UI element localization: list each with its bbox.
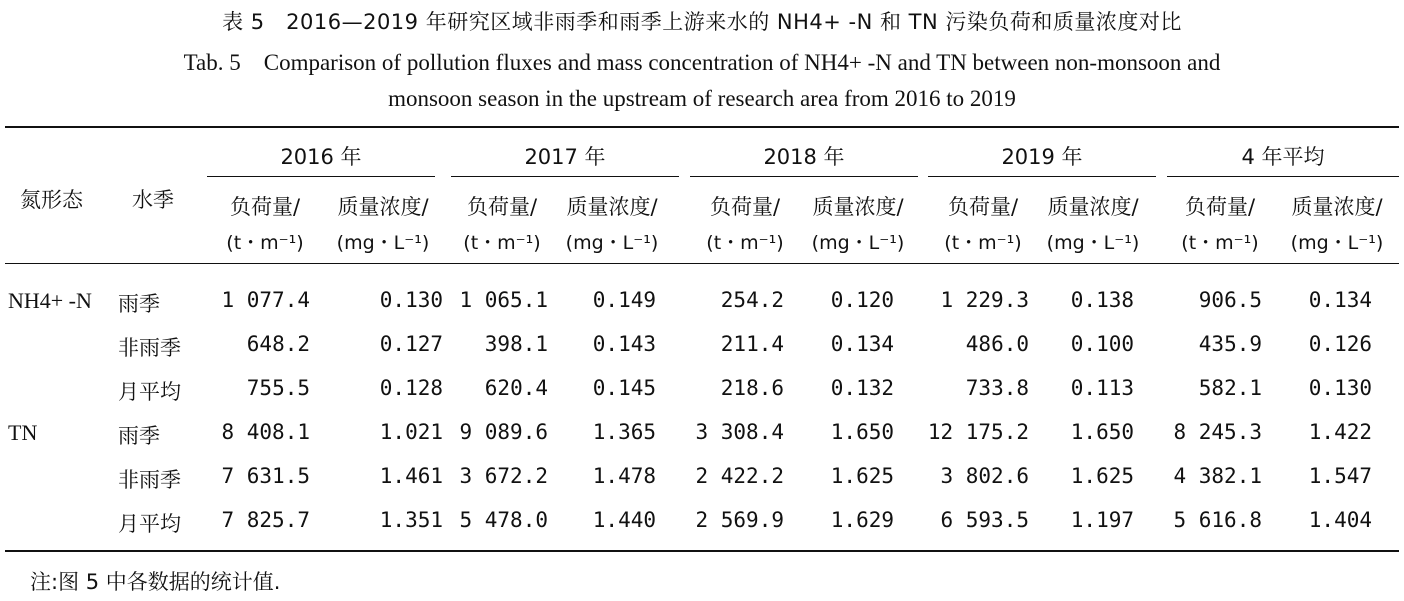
row-season: 月平均 <box>118 512 181 536</box>
cell-conc-value: 0.134 <box>830 332 894 356</box>
cell-conc-value: 1.478 <box>592 464 656 488</box>
cell-conc-value: 0.132 <box>830 376 894 400</box>
cell-conc-value: 1.365 <box>592 420 656 444</box>
cell-load-value: 1 077.4 <box>221 288 310 312</box>
cell-conc-value: 1.422 <box>1308 420 1372 444</box>
bottom-rule <box>5 550 1399 552</box>
cell-load-value: 906.5 <box>1198 288 1262 312</box>
header-group-2019: 2019 年 <box>1001 145 1083 169</box>
cell-conc-value: 1.625 <box>1070 464 1134 488</box>
subheader-conc-label: 质量浓度/ <box>1047 195 1139 219</box>
cell-conc-value: 1.461 <box>379 464 443 488</box>
cell-load-value: 6 593.5 <box>940 508 1029 532</box>
cell-conc-value: 0.100 <box>1070 332 1134 356</box>
cell-conc-value: 0.149 <box>592 288 656 312</box>
cell-conc-value: 1.650 <box>830 420 894 444</box>
cell-load-value: 648.2 <box>246 332 310 356</box>
cell-conc-value: 1.547 <box>1308 464 1372 488</box>
subheader-load-unit: (t・m⁻¹) <box>706 232 784 254</box>
subheader-conc-unit: (mg・L⁻¹) <box>1046 232 1140 254</box>
subheader-conc-unit: (mg・L⁻¹) <box>565 232 659 254</box>
cell-load-value: 733.8 <box>965 376 1029 400</box>
subheader-conc-unit: (mg・L⁻¹) <box>336 232 430 254</box>
subheader-load-unit: (t・m⁻¹) <box>463 232 541 254</box>
cell-conc-value: 0.138 <box>1070 288 1134 312</box>
cell-load-value: 3 802.6 <box>940 464 1029 488</box>
subheader-load-label: 负荷量/ <box>947 195 1019 219</box>
cell-load-value: 582.1 <box>1198 376 1262 400</box>
cell-load-value: 755.5 <box>246 376 310 400</box>
cell-load-value: 2 422.2 <box>695 464 784 488</box>
row-nitrogen-form: TN <box>8 420 38 445</box>
cell-load-value: 211.4 <box>720 332 784 356</box>
group-underline <box>451 176 679 177</box>
subheader-conc-label: 质量浓度/ <box>566 195 658 219</box>
row-season: 非雨季 <box>118 336 181 360</box>
cell-conc-value: 1.625 <box>830 464 894 488</box>
header-rule <box>5 263 1399 264</box>
cell-load-value: 5 616.8 <box>1173 508 1262 532</box>
cell-conc-value: 1.351 <box>379 508 443 532</box>
table-footnote: 注:图 5 中各数据的统计值. <box>30 570 281 594</box>
cell-conc-value: 0.127 <box>379 332 443 356</box>
header-group-2018: 2018 年 <box>763 145 845 169</box>
cell-conc-value: 1.440 <box>592 508 656 532</box>
cell-conc-value: 0.145 <box>592 376 656 400</box>
subheader-conc-unit: (mg・L⁻¹) <box>811 232 905 254</box>
cell-conc-value: 0.130 <box>379 288 443 312</box>
header-nitrogen-form: 氮形态 <box>20 188 83 212</box>
cell-conc-value: 1.021 <box>379 420 443 444</box>
group-underline <box>1167 176 1399 177</box>
cell-load-value: 1 229.3 <box>940 288 1029 312</box>
group-underline <box>690 176 918 177</box>
row-season: 雨季 <box>118 424 160 448</box>
cell-load-value: 3 672.2 <box>459 464 548 488</box>
subheader-load-unit: (t・m⁻¹) <box>1181 232 1259 254</box>
row-season: 月平均 <box>118 380 181 404</box>
cell-load-value: 7 631.5 <box>221 464 310 488</box>
cell-load-value: 486.0 <box>965 332 1029 356</box>
table-caption-cn: 表 5 2016—2019 年研究区域非雨季和雨季上游来水的 NH4+ -N 和 TN 污染负荷和质量浓度对比 <box>222 10 1182 34</box>
table-caption-en-line2: monsoon season in the upstream of research area from 2016 to 2019 <box>388 86 1016 111</box>
cell-load-value: 12 175.2 <box>927 420 1029 444</box>
cell-conc-value: 1.404 <box>1308 508 1372 532</box>
cell-conc-value: 0.143 <box>592 332 656 356</box>
cell-conc-value: 0.134 <box>1308 288 1372 312</box>
group-underline <box>928 176 1156 177</box>
cell-conc-value: 1.197 <box>1070 508 1134 532</box>
cell-load-value: 620.4 <box>484 376 548 400</box>
group-underline <box>207 176 435 177</box>
cell-load-value: 3 308.4 <box>695 420 784 444</box>
subheader-conc-label: 质量浓度/ <box>337 195 429 219</box>
header-group-2016: 2016 年 <box>280 145 362 169</box>
row-season: 雨季 <box>118 292 160 316</box>
top-rule <box>5 126 1399 128</box>
header-group-avg: 4 年平均 <box>1241 145 1325 169</box>
cell-load-value: 8 408.1 <box>221 420 310 444</box>
cell-load-value: 1 065.1 <box>459 288 548 312</box>
table-caption-en-line1: Tab. 5 Comparison of pollution fluxes and mass concentration of NH4+ -N and TN between non-monsoon and <box>183 50 1221 75</box>
cell-conc-value: 0.128 <box>379 376 443 400</box>
subheader-load-unit: (t・m⁻¹) <box>226 232 304 254</box>
cell-load-value: 218.6 <box>720 376 784 400</box>
cell-load-value: 254.2 <box>720 288 784 312</box>
row-season: 非雨季 <box>118 468 181 492</box>
subheader-conc-label: 质量浓度/ <box>812 195 904 219</box>
row-nitrogen-form: NH4+ -N <box>8 288 92 313</box>
subheader-load-label: 负荷量/ <box>466 195 538 219</box>
cell-load-value: 7 825.7 <box>221 508 310 532</box>
subheader-load-label: 负荷量/ <box>229 195 301 219</box>
cell-conc-value: 0.113 <box>1070 376 1134 400</box>
subheader-load-label: 负荷量/ <box>709 195 781 219</box>
subheader-conc-unit: (mg・L⁻¹) <box>1290 232 1384 254</box>
subheader-load-label: 负荷量/ <box>1184 195 1256 219</box>
header-group-2017: 2017 年 <box>524 145 606 169</box>
cell-load-value: 435.9 <box>1198 332 1262 356</box>
cell-load-value: 5 478.0 <box>459 508 548 532</box>
cell-conc-value: 1.629 <box>830 508 894 532</box>
cell-conc-value: 0.126 <box>1308 332 1372 356</box>
cell-conc-value: 1.650 <box>1070 420 1134 444</box>
cell-load-value: 8 245.3 <box>1173 420 1262 444</box>
header-season: 水季 <box>132 188 174 212</box>
cell-conc-value: 0.130 <box>1308 376 1372 400</box>
cell-load-value: 4 382.1 <box>1173 464 1262 488</box>
subheader-conc-label: 质量浓度/ <box>1291 195 1383 219</box>
subheader-load-unit: (t・m⁻¹) <box>944 232 1022 254</box>
cell-load-value: 2 569.9 <box>695 508 784 532</box>
cell-load-value: 398.1 <box>484 332 548 356</box>
cell-load-value: 9 089.6 <box>459 420 548 444</box>
cell-conc-value: 0.120 <box>830 288 894 312</box>
